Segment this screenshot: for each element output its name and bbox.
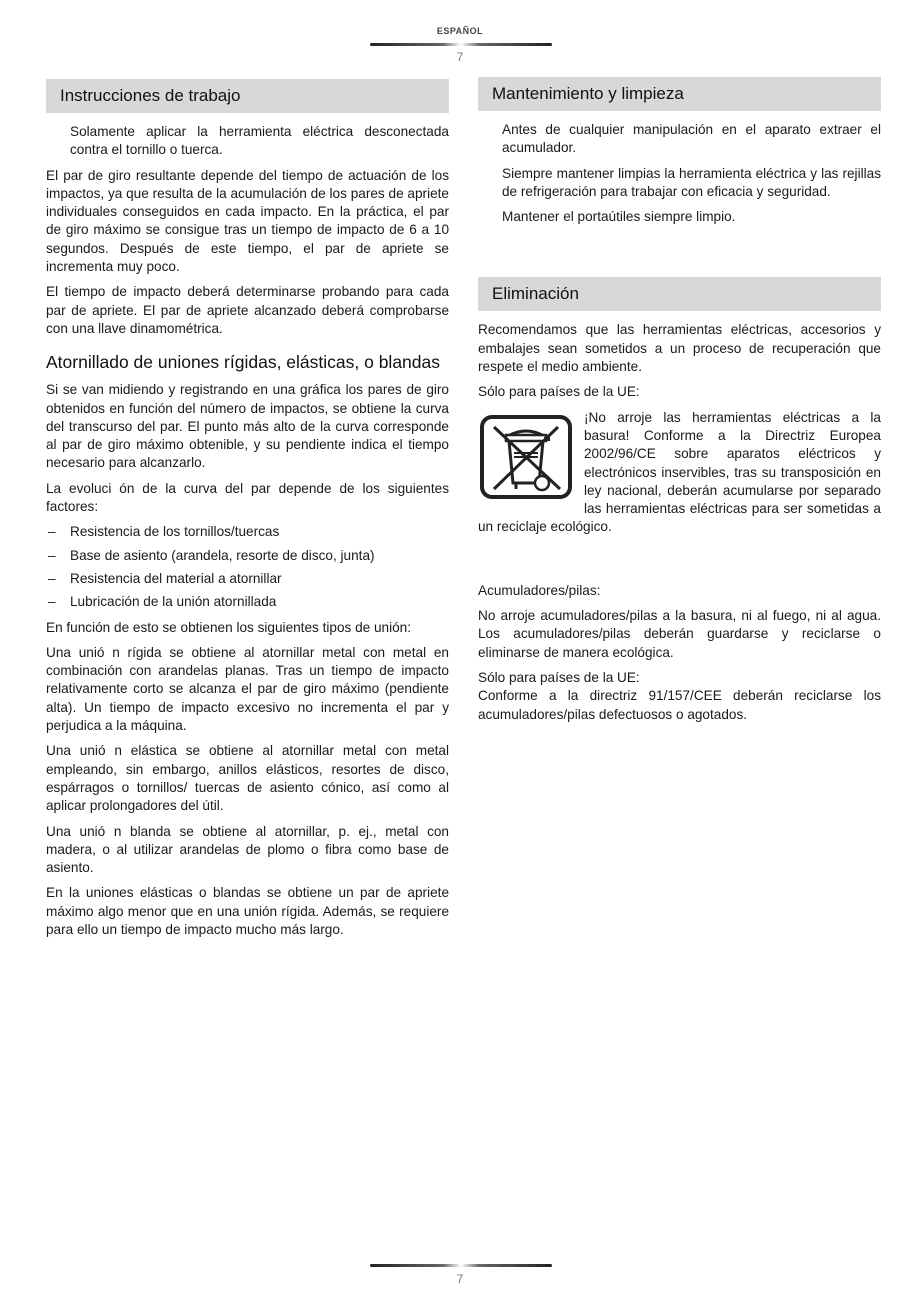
- list-item: – Resistencia del material a atornillar: [46, 570, 449, 588]
- right-column: [478, 77, 881, 731]
- batteries-heading: Acumuladores/pilas:: [478, 582, 601, 598]
- paragraph: En función de esto se obtienen los siguientes tipos de unión:: [46, 619, 412, 635]
- batteries-directive: Conforme a la directriz 91/157/CEE deberán reciclarse los acumuladores/pilas defectuosos o agotados.: [478, 688, 881, 722]
- paragraph: El tiempo de impacto deberá determinarse probando para cada par de apriete. El par de apriete alcanzado deberá comprobarse con una llave dinamométrica.: [46, 284, 449, 336]
- header-language: ESPAÑOL: [436, 26, 484, 36]
- eu-only-label: Sólo para países de la UE:: [478, 669, 640, 685]
- list-item: – Base de asiento (arandela, resorte de disco, junta): [46, 547, 449, 565]
- list-item: – Resistencia de los tornillos/tuercas: [46, 523, 449, 541]
- paragraph: No arroje acumuladores/pilas a la basura, ni al fuego, ni al agua. Los acumuladores/pilas deberán guardarse y reciclarse o eliminarse de manera ecológica.: [478, 608, 881, 660]
- weee-block: [478, 409, 881, 537]
- section-title-instructions: Instrucciones de trabajo: [46, 79, 449, 113]
- paragraph: Antes de cualquier manipulación en el aparato extraer el acumulador.: [502, 122, 881, 156]
- paragraph: Recomendamos que las herramientas eléctricas, accesorios y embalajes sean sometidos a un proceso de recuperación que respete el medio ambiente.: [478, 322, 881, 375]
- section-title-disposal: Eliminación: [478, 277, 881, 311]
- factors-list: [46, 523, 449, 611]
- left-column: [46, 79, 449, 946]
- eu-only-label: Sólo para países de la UE:: [478, 384, 640, 400]
- paragraph-rigid-joint: Una unió n rígida se obtiene al atornillar metal con metal en combinación con arandelas planas. Tras un tiempo de impacto relativamente corto se alcanza el par de giro máximo (pendiente alta). Un tiempo de impacto excesivo no incrementa el par y perjudica a la máquina.: [46, 644, 449, 734]
- paragraph: Si se van midiendo y registrando en una gráfica los pares de giro obtenidos en función del número de impactos, se obtiene la curva del transcurso del par. El punto más alto de la curva corresponde al par de giro máximo obtenible, y su pendiente indica el tiempo necesario para alcanzarlo.: [46, 382, 449, 471]
- paragraph: Siempre mantener limpias la herramienta eléctrica y las rejillas de refrigeración para trabajar con eficacia y seguridad.: [502, 165, 881, 199]
- paragraph: En la uniones elásticas o blandas se obtiene un par de apriete máximo algo menor que en una unión rígida. Además, se requiere para ello un tiempo de impacto mucho más largo.: [46, 885, 449, 937]
- footer-rule: [370, 1264, 552, 1267]
- paragraph-soft-joint: Una unió n blanda se obtiene al atornillar, p. ej., metal con madera, o al utilizar arandelas de plomo o fibra como base de asiento.: [46, 823, 449, 876]
- section-title-maintenance: Mantenimiento y limpieza: [478, 77, 881, 111]
- paragraph: El par de giro resultante depende del tiempo de actuación de los impactos, ya que resulta de la acumulación de los pares de apriete individuales conseguidos en cada impacto. En la práctica, el par de giro máximo se consigue tras un tiempo de impacto de 6 a 10 segundos. Después de este tiempo, el par de apriete se incrementa muy poco.: [46, 167, 449, 275]
- paragraph: La evoluci ón de la curva del par depende de los siguientes factores:: [46, 480, 449, 515]
- subheading-joints: Atornillado de uniones rígidas, elásticas, o blandas: [46, 352, 440, 373]
- page-number-top: 7: [456, 50, 464, 64]
- paragraph: Mantener el portaútiles siempre limpio.: [502, 209, 736, 225]
- header-rule: [370, 43, 552, 46]
- crossed-out-wheelie-bin-icon: [478, 413, 574, 501]
- weee-text: ¡No arroje las herramientas eléctricas a la basura! Conforme a la Directriz Europea 2002/96/CE sobre aparatos eléctricos y electrónicos inservibles, tras su transposición en ley nacional, deberán acumularse por separado las herramientas eléctricas para ser sometidas a un reciclaje ecológico.: [478, 409, 881, 535]
- note-disconnected: Solamente aplicar la herramienta eléctrica desconectada contra el tornillo o tuerca.: [70, 124, 449, 158]
- page-number-bottom: 7: [456, 1272, 464, 1286]
- paragraph-elastic-joint: Una unió n elástica se obtiene al atornillar metal con metal empleando, sin embargo, anillos elásticos, resortes de disco, espárragos o tornillos/ tuercas de asiento cónico, así como al aplicar prolongadores del útil.: [46, 743, 449, 814]
- list-item: – Lubricación de la unión atornillada: [46, 593, 449, 611]
